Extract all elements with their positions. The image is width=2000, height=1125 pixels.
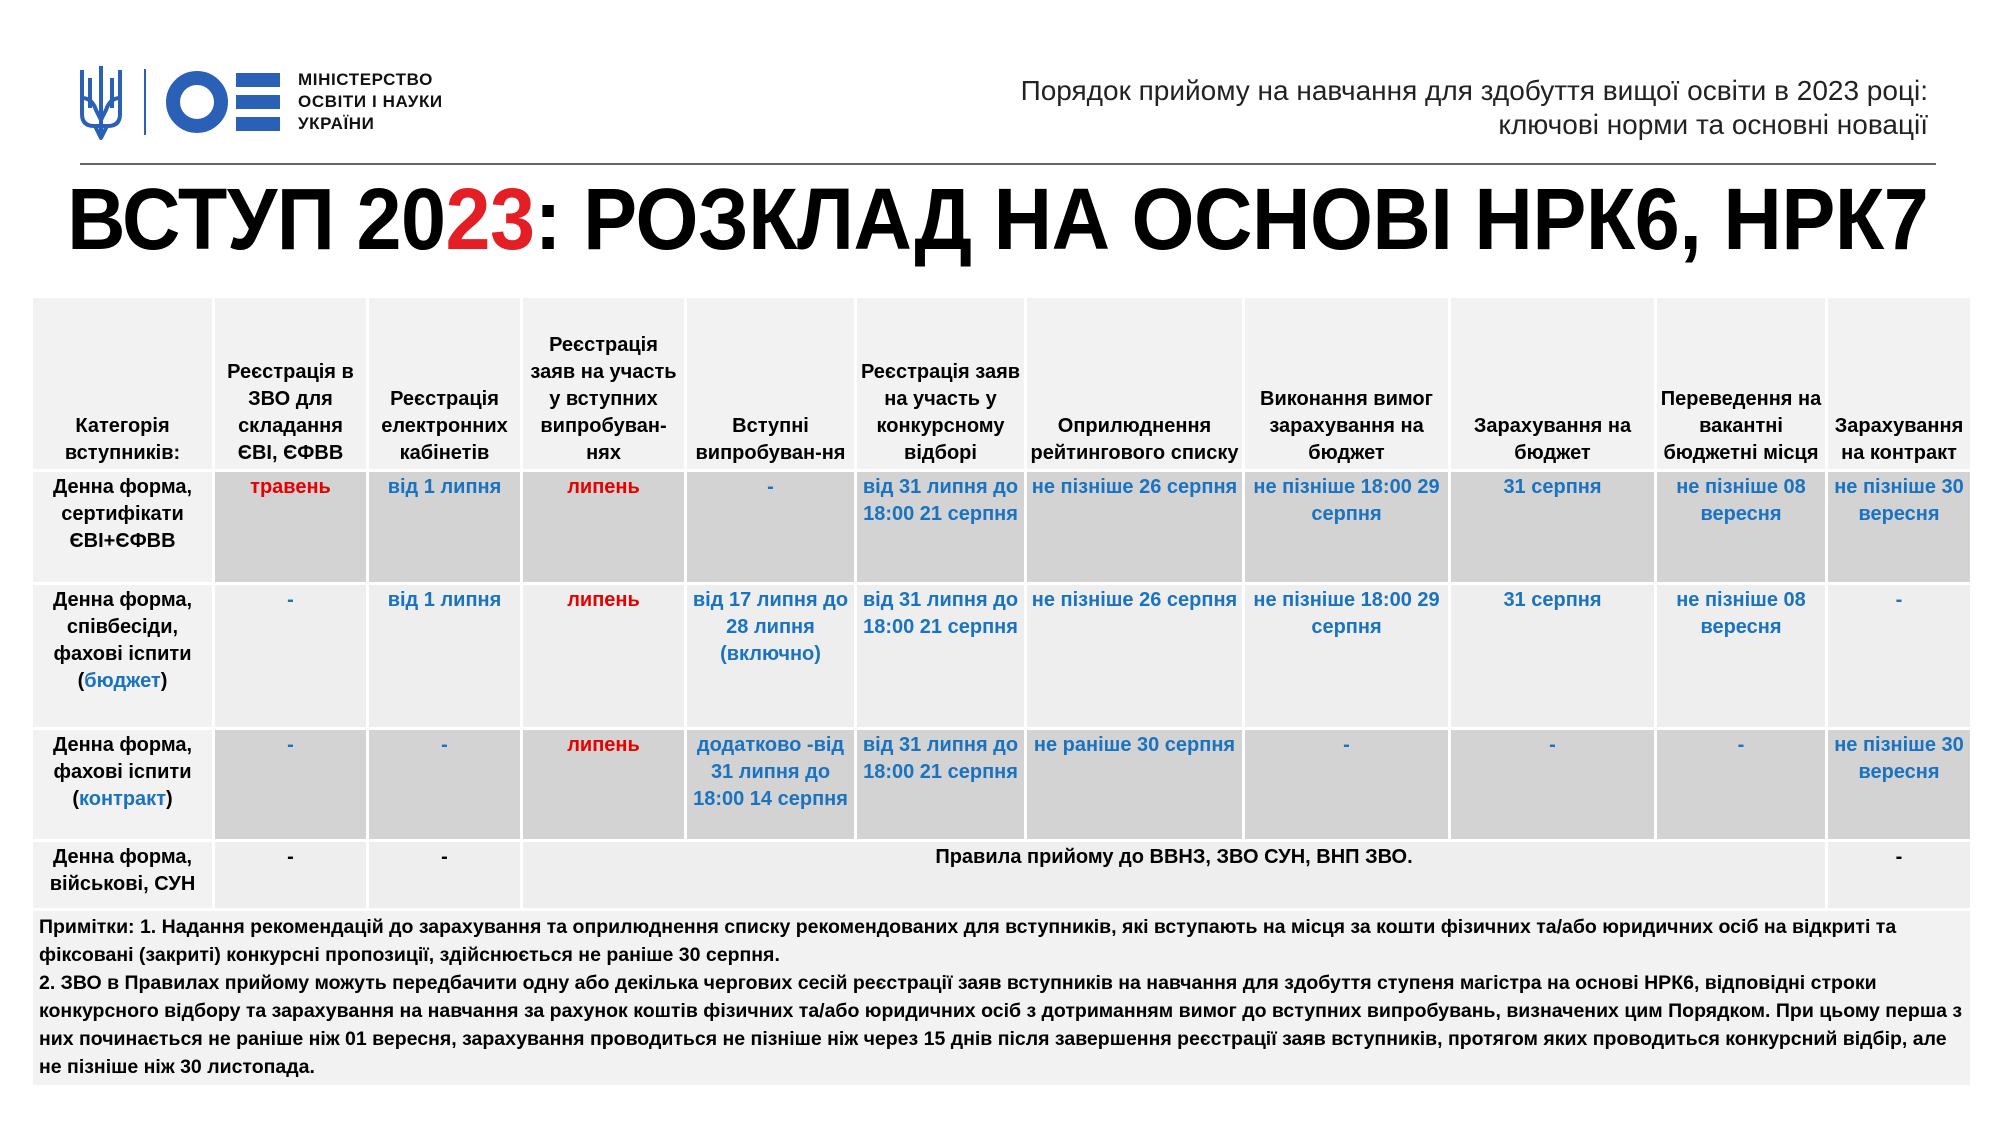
header-cell: Реєстрація електронних кабінетів (368, 297, 522, 471)
table-row (32, 729, 1972, 841)
category-cell: Денна форма, військові, СУН (32, 841, 214, 910)
note-2: 2. ЗВО в Правилах прийому можуть передбачити одну або декілька чергових сесій реєстрації заяв вступників на навчання для здобуття ступеня магістра на основі НРК6, відповідні строки конкурсного відбору та зарахування на навчання за рахунок коштів фізичних та/або юридичних осіб з дотриманням вимог до вступних випробувань, визначених цим Порядком. При цьому перша з них починається не раніше ніж 01 вересня, зарахування проводиться не пізніше ніж через 15 днів після завершення реєстрації заяв вступників, протягом яких проводиться конкурсний відбір, але не пізніше ніж 30 листопада. (39, 972, 1963, 1078)
notes-cell (32, 910, 1972, 1087)
page-subtitle: Порядок прийому на навчання для здобуття вищої освіти в 2023 році: ключові норми та основні новації (1020, 75, 1928, 140)
table-row (32, 471, 1972, 584)
table-cell: 31 серпня (1450, 471, 1656, 584)
table-cell: - (686, 471, 856, 584)
header-divider (80, 163, 1936, 165)
table-cell: не пізніше 08 вересня (1656, 584, 1827, 729)
header-cell: Зарахування на контракт (1827, 297, 1972, 471)
table-cell: від 31 липня до 18:00 21 серпня (856, 471, 1026, 584)
table-cell: - (1827, 841, 1972, 910)
logo-separator (144, 69, 146, 135)
table-cell: - (1244, 729, 1450, 841)
table-cell: не пізніше 08 вересня (1656, 471, 1827, 584)
header-cell: Виконання вимог зарахування на бюджет (1244, 297, 1450, 471)
table-cell: 31 серпня (1450, 584, 1656, 729)
category-cell: Денна форма, фахові іспити (контракт) (32, 729, 214, 841)
table-cell: не пізніше 30 вересня (1827, 729, 1972, 841)
category-cell: Денна форма, сертифікати ЄВІ+ЄФВВ (32, 471, 214, 584)
ministry-logo (78, 62, 443, 142)
header-cell: Зарахування на бюджет (1450, 297, 1656, 471)
table-cell: від 31 липня до 18:00 21 серпня (856, 584, 1026, 729)
table-cell: додатково -від 31 липня до 18:00 14 серпня (686, 729, 856, 841)
table-cell: липень (522, 729, 686, 841)
header-cell: Реєстрація заяв на участь у конкурсному відборі (856, 297, 1026, 471)
title-year-highlight: 23 (445, 171, 535, 268)
table-cell: - (368, 729, 522, 841)
table-cell: - (214, 729, 368, 841)
ministry-name: МІНІСТЕРСТВО ОСВІТИ І НАУКИ УКРАЇНИ (298, 70, 443, 133)
table-cell: не пізніше 26 серпня (1026, 471, 1244, 584)
trident-icon (78, 64, 124, 140)
table-cell: липень (522, 471, 686, 584)
table-cell: від 17 липня до 28 липня (включно) (686, 584, 856, 729)
header-cell: Категорія вступників: (32, 297, 214, 471)
table-cell: не пізніше 18:00 29 серпня (1244, 584, 1450, 729)
table-cell: - (368, 841, 522, 910)
note-1: Примітки: 1. Надання рекомендацій до зарахування та оприлюднення списку рекомендованих для вступників, які вступають на місця за кошти фізичних та/або юридичних осіб на відкриті та фіксовані (закриті) конкурсні пропозиції, здійснюється не раніше 30 серпня. (39, 916, 1897, 966)
merged-rules-cell: Правила прийому до ВВНЗ, ЗВО СУН, ВНП ЗВО. (522, 841, 1827, 910)
table-cell: - (1450, 729, 1656, 841)
table-header-row (32, 297, 1972, 471)
table-cell: від 31 липня до 18:00 21 серпня (856, 729, 1026, 841)
category-cell: Денна форма, співбесіди, фахові іспити (бюджет) (32, 584, 214, 729)
table-row (32, 841, 1972, 910)
table-cell: не раніше 30 серпня (1026, 729, 1244, 841)
header-cell: Реєстрація в ЗВО для складання ЄВІ, ЄФВВ (214, 297, 368, 471)
header-cell: Вступні випробуван-ня (686, 297, 856, 471)
table-cell: травень (214, 471, 368, 584)
table-cell: - (214, 584, 368, 729)
table-cell: - (1827, 584, 1972, 729)
header-cell: Реєстрація заяв на участь у вступних випробуван-нях (522, 297, 686, 471)
table-cell: не пізніше 18:00 29 серпня (1244, 471, 1450, 584)
moe-icon (164, 69, 284, 135)
page-title: ВСТУП 2023: РОЗКЛАД НА ОСНОВІ НРК6, НРК7 (66, 171, 1928, 268)
header-cell: Переведення на вакантні бюджетні місця (1656, 297, 1827, 471)
table-cell: липень (522, 584, 686, 729)
table-cell: не пізніше 30 вересня (1827, 471, 1972, 584)
admission-schedule-table (30, 295, 1973, 1088)
table-cell: - (214, 841, 368, 910)
notes-row (32, 910, 1972, 1087)
table-row (32, 584, 1972, 729)
table-cell: - (1656, 729, 1827, 841)
table-cell: від 1 липня (368, 584, 522, 729)
table-cell: не пізніше 26 серпня (1026, 584, 1244, 729)
header-cell: Оприлюднення рейтингового списку (1026, 297, 1244, 471)
table-cell: від 1 липня (368, 471, 522, 584)
